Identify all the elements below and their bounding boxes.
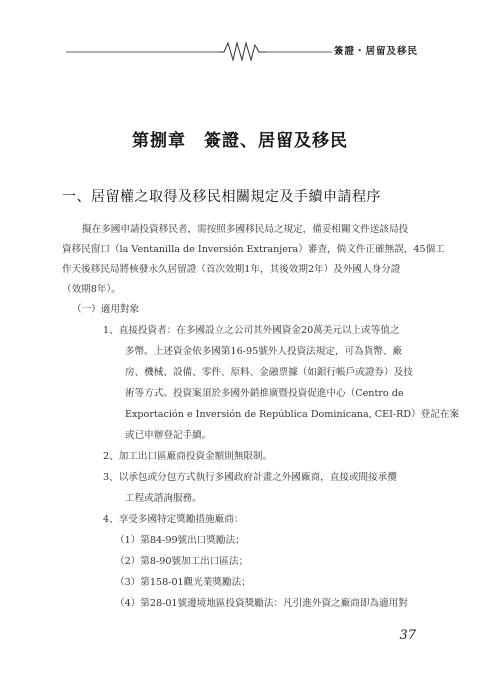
list-item: （2）第8-90號加工出口區法；: [115, 556, 249, 567]
page-number: 37: [399, 628, 416, 643]
list-item: 工程或諮詢服務。: [125, 493, 202, 504]
section-title: 一、居留權之取得及移民相關規定及手續申請程序: [62, 189, 381, 205]
list-item: （1）第84-99號出口獎勵法；: [115, 535, 245, 546]
intro-line: 作天後移民局將核發永久居留證（首次效期1年，其後效期2年）及外國人身分證: [62, 264, 401, 275]
list-item: 4、享受多國特定獎勵措施廠商：: [103, 514, 244, 525]
list-item: 房、機械、設備、零件、原料、金融票據（如銀行帳戶或證券）及技: [125, 367, 413, 378]
list-item: 2、加工出口區廠商投資金額則無限制。: [103, 451, 273, 462]
sub-heading: （一）適用對象: [72, 304, 140, 315]
list-item: 多幣。上述資金依多國第16-95號外人投資法規定，可為貨幣、廠: [125, 346, 403, 357]
list-item: 術等方式。投資案須於多國外銷推廣暨投資促進中心（Centro de: [125, 388, 404, 399]
list-item: （3）第158-01觀光業獎勵法；: [115, 577, 251, 588]
list-item: Exportación e Inversión de República Dominicana, CEI-RD）登記在案: [125, 409, 460, 420]
header-label: 簽證・居留及移民: [333, 46, 418, 57]
list-item: 或已申辦登記手續。: [125, 430, 212, 441]
running-header: [66, 40, 418, 64]
chapter-title: 第捌章 簽證、居留及移民: [132, 131, 348, 151]
list-item: 1、直接投資者：在多國設立之公司其外國資金20萬美元以上或等值之: [103, 325, 400, 336]
list-item: （4）第28-01號邊境地區投資獎勵法：凡引進外資之廠商即為適用對: [115, 598, 408, 609]
intro-line: 資移民窗口（la Ventanilla de Inversión Extranjera）審查，倘文件正確無誤，45個工: [62, 244, 445, 255]
intro-line: （效期8年）。: [62, 284, 121, 295]
list-item: 3、以承包或分包方式執行多國政府計畫之外國廠商，直接或間接承攬: [103, 472, 397, 483]
intro-line: 擬在多國申請投資移民者，需按照多國移民局之規定，備妥相關文件送該局投: [82, 224, 409, 235]
